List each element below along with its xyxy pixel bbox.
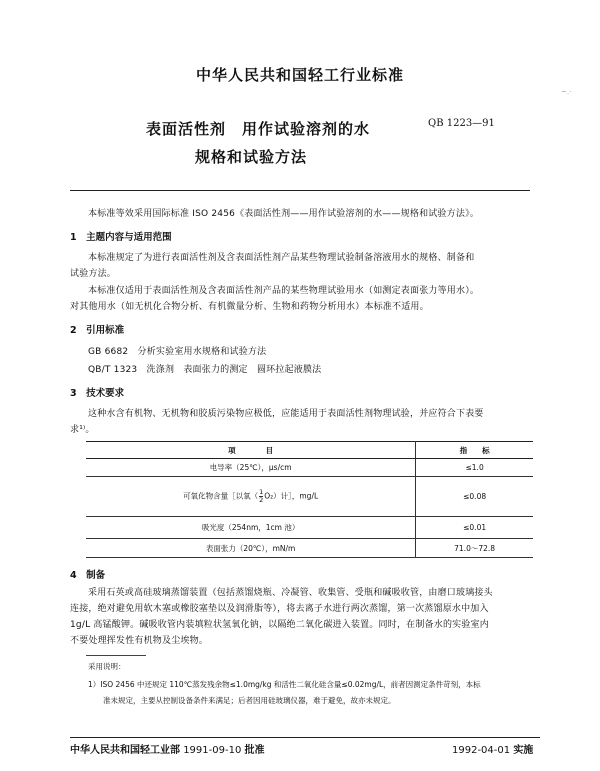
column-header-item: 项 目 bbox=[86, 442, 416, 459]
section-1-p2-line2: 对其他用水（如无机化合物分析、有机微量分析、生物和药物分析用水）本标准不适用。 bbox=[70, 302, 429, 312]
table-row bbox=[86, 459, 533, 477]
row-item-prefix: 可氧化物含量［以氧（ bbox=[183, 491, 259, 501]
implementation-line bbox=[452, 741, 533, 756]
note-line1: 1）ISO 2456 中还规定 110℃蒸发残余物≤1.0mg/kg 和活性二氧化硅含量≤0.02mg/L，前者因测定条件苛刻，本标 bbox=[88, 680, 481, 689]
reference-item: QB/T 1323 洗涤剂 表面张力的测定 圆环拉起液膜法 bbox=[88, 365, 322, 375]
approval-suffix: 批准 bbox=[244, 745, 265, 756]
corner-mark: ~.· bbox=[561, 88, 572, 96]
section-1-p1-line1: 本标准规定了为进行表面活性剂及含表面活性剂产品某些物理试验制备溶液用水的规格、制备和 bbox=[88, 253, 475, 263]
row-item-suffix: O₂）计］，mg/L bbox=[264, 491, 319, 501]
section-1-p2-line1: 本标准仅适用于表面活性剂及含表面活性剂产品的某些物理试验用水（如测定表面张力等用水）。 bbox=[88, 286, 480, 296]
implementation-suffix: 实施 bbox=[513, 745, 534, 756]
row-item: 电导率（25℃），μs/cm bbox=[86, 459, 416, 477]
section-4-line2: 连接，绝对避免用软木塞或橡胶塞垫以及润滑脂等），将去离子水进行两次蒸馏，第一次蒸馏原水中加入 bbox=[70, 604, 489, 614]
fraction-denominator: 2 bbox=[259, 496, 264, 504]
reference-item: GB 6682 分析实验室用水规格和试验方法 bbox=[88, 347, 267, 357]
row-item: 吸光度（254nm，1cm 池） bbox=[86, 517, 416, 539]
row-spec: ≤1.0 bbox=[416, 459, 533, 477]
intro-paragraph: 本标准等效采用国际标准 ISO 2456《表面活性剂——用作试验溶剂的水——规格和试验方法》。 bbox=[88, 209, 479, 219]
note-line2: 准未规定，主要从控制设备条件来满足；后者因用硅玻璃仪器，难于避免，故亦未规定。 bbox=[103, 696, 396, 705]
table-row bbox=[86, 517, 533, 539]
section-4-heading: 4 制备 bbox=[70, 570, 106, 581]
section-1-p1-line2: 试验方法。 bbox=[70, 269, 117, 279]
standard-number: QB 1223—91 bbox=[428, 118, 495, 129]
implementation-date: 1992-04-01 bbox=[452, 745, 511, 756]
approval-line bbox=[70, 741, 265, 756]
table-header-row bbox=[86, 442, 533, 459]
document-title-line2: 规格和试验方法 bbox=[195, 148, 308, 166]
table-row bbox=[86, 539, 533, 558]
fraction bbox=[259, 489, 263, 504]
section-4-line4: 不要处理挥发性有机物及尘埃物。 bbox=[70, 636, 209, 646]
section-1-heading: 1 主题内容与适用范围 bbox=[70, 232, 172, 243]
section-3-line1: 这种水含有机物、无机物和胶质污染物应极低，应能适用于表面活性剂物理试验，并应符合下表要 bbox=[88, 409, 484, 419]
approval-date: 1991-09-10 bbox=[183, 745, 242, 756]
row-item: 表面张力（20℃），mN/m bbox=[86, 539, 416, 558]
section-3-line2: 求¹⁾。 bbox=[70, 425, 95, 435]
standard-header: 中华人民共和国轻工行业标准 bbox=[195, 66, 404, 84]
section-4-line3: 1g/L 高锰酸钾。碱吸收管内装填粒状氢氧化钠，以隔绝二氧化碳进入装置。同时，在制备水的实验室内 bbox=[70, 620, 489, 630]
note-label: 采用说明： bbox=[88, 662, 126, 671]
specification-table bbox=[86, 441, 533, 558]
section-2-heading: 2 引用标准 bbox=[70, 325, 125, 336]
section-4-line1: 采用石英或高硅玻璃蒸馏装置（包括蒸馏烧瓶、冷凝管、收集管、受瓶和碱吸收管，由磨口玻璃接头 bbox=[88, 588, 493, 598]
approval-org: 中华人民共和国轻工业部 bbox=[70, 745, 180, 756]
fraction-numerator: 1 bbox=[259, 488, 264, 496]
title-divider bbox=[70, 190, 530, 191]
section-3-heading: 3 技术要求 bbox=[70, 388, 125, 399]
column-header-spec: 指 标 bbox=[416, 442, 533, 459]
note-divider bbox=[86, 655, 146, 656]
footer-divider bbox=[70, 737, 540, 738]
document-title-line1: 表面活性剂 用作试验溶剂的水 bbox=[146, 120, 371, 138]
row-spec: 71.0～72.8 bbox=[416, 539, 533, 558]
row-spec: ≤0.01 bbox=[416, 517, 533, 539]
row-spec: ≤0.08 bbox=[416, 477, 533, 517]
row-item bbox=[86, 477, 416, 517]
table-row bbox=[86, 477, 533, 517]
